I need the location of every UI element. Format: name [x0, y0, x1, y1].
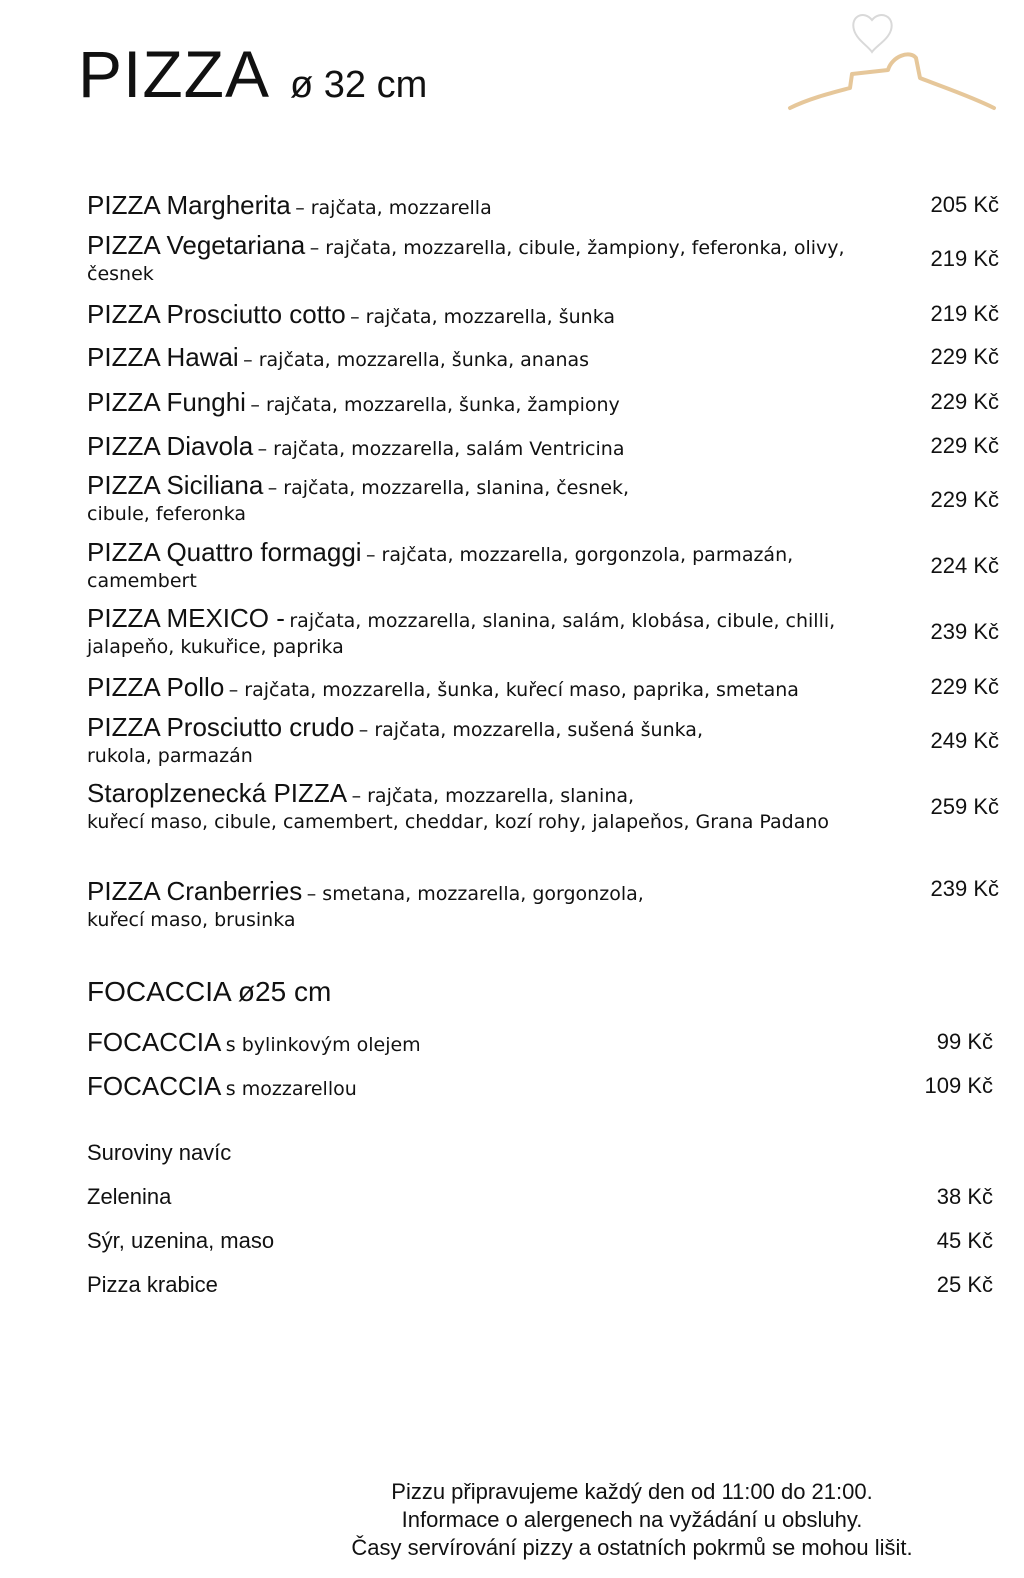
- item-description: – rajčata, mozzarella, sušená šunka,: [358, 719, 703, 741]
- item-name: Sýr, uzenina, maso: [87, 1228, 275, 1253]
- item-price: 205 Kč: [930, 192, 999, 217]
- item-description: – rajčata, mozzarella, šunka, ananas: [243, 349, 590, 371]
- item-name: PIZZA Prosciutto cotto: [87, 299, 346, 329]
- menu-item: [87, 299, 1001, 330]
- item-name: Staroplzenecká PIZZA: [87, 778, 348, 808]
- item-price: 229 Kč: [930, 389, 999, 414]
- item-description: s bylinkovým olejem: [225, 1034, 421, 1056]
- item-name: PIZZA Siciliana: [87, 470, 264, 500]
- item-price: 224 Kč: [930, 553, 999, 578]
- item-price: 109 Kč: [924, 1073, 993, 1098]
- heart-hanger-logo: [780, 6, 1002, 118]
- item-price: 229 Kč: [930, 487, 999, 512]
- item-description: – rajčata, mozzarella, cibule, žampiony, feferonka, olivy,: [309, 237, 845, 259]
- menu-item: [87, 537, 1001, 592]
- item-name: PIZZA Pollo: [87, 672, 225, 702]
- item-description-cont: cibule, feferonka: [87, 503, 247, 525]
- title-text: PIZZA: [78, 37, 271, 111]
- item-price: 219 Kč: [930, 246, 999, 271]
- menu-item: [87, 778, 1001, 833]
- item-description: – smetana, mozzarella, gorgonzola,: [306, 883, 644, 905]
- item-name: Zelenina: [87, 1184, 172, 1209]
- menu-item: [87, 603, 1001, 658]
- item-description-cont: česnek: [87, 263, 154, 285]
- item-price: 229 Kč: [930, 674, 999, 699]
- menu-item: [87, 712, 1001, 767]
- item-description: s mozzarellou: [225, 1078, 357, 1100]
- item-name: PIZZA Prosciutto crudo: [87, 712, 355, 742]
- footer-line: Časy servírování pizzy a ostatních pokrmů se mohou lišit.: [351, 1535, 913, 1560]
- item-name: PIZZA Diavola: [87, 431, 254, 461]
- item-description-cont: camembert: [87, 570, 197, 592]
- item-description: – rajčata, mozzarella: [295, 197, 492, 219]
- item-description: – rajčata, mozzarella, šunka, žampiony: [250, 394, 620, 416]
- item-description: rajčata, mozzarella, slanina, salám, klobása, cibule, chilli,: [289, 610, 836, 632]
- menu-item: [87, 876, 1001, 931]
- menu-item: [87, 1071, 1001, 1102]
- footer-note: [240, 1478, 1024, 1562]
- extras-item: [87, 1228, 1001, 1254]
- menu-item: [87, 387, 1001, 418]
- item-price: 229 Kč: [930, 344, 999, 369]
- item-price: 99 Kč: [936, 1029, 993, 1054]
- footer-line: Informace o alergenech na vyžádání u obsluhy.: [401, 1507, 863, 1532]
- item-name: PIZZA Quattro formaggi: [87, 537, 362, 567]
- menu-item: [87, 470, 1001, 525]
- item-price: 249 Kč: [930, 728, 999, 753]
- item-description-cont: rukola, parmazán: [87, 745, 253, 767]
- item-price: 38 Kč: [936, 1184, 993, 1209]
- footer-line: Pizzu připravujeme každý den od 11:00 do 21:00.: [391, 1479, 873, 1504]
- menu-item: [87, 230, 1001, 285]
- item-name: PIZZA Funghi: [87, 387, 246, 417]
- item-description: – rajčata, mozzarella, slanina,: [351, 785, 635, 807]
- item-name: PIZZA Hawai: [87, 342, 239, 372]
- title-size: ø 32 cm: [290, 64, 428, 106]
- item-description: – rajčata, mozzarella, slanina, česnek,: [267, 477, 630, 499]
- item-name: PIZZA MEXICO -: [87, 603, 285, 633]
- menu-item: [87, 431, 1001, 462]
- item-name: FOCACCIA: [87, 1071, 222, 1101]
- item-price: 229 Kč: [930, 433, 999, 458]
- item-description: – rajčata, mozzarella, šunka: [350, 306, 616, 328]
- item-name: PIZZA Cranberries: [87, 876, 303, 906]
- extras-heading: Suroviny navíc: [87, 1140, 232, 1165]
- item-name: FOCACCIA: [87, 1027, 222, 1057]
- item-price: 239 Kč: [930, 876, 999, 901]
- item-price: 45 Kč: [936, 1228, 993, 1253]
- item-name: Pizza krabice: [87, 1272, 218, 1297]
- item-description: – rajčata, mozzarella, šunka, kuřecí maso, paprika, smetana: [228, 679, 799, 701]
- item-name: PIZZA Vegetariana: [87, 230, 306, 260]
- item-price: 259 Kč: [930, 794, 999, 819]
- item-price: 219 Kč: [930, 301, 999, 326]
- item-price: 239 Kč: [930, 619, 999, 644]
- item-description: – rajčata, mozzarella, gorgonzola, parmazán,: [366, 544, 794, 566]
- menu-item: [87, 672, 1001, 703]
- item-description-cont: kuřecí maso, brusinka: [87, 909, 296, 931]
- menu-item: [87, 1027, 1001, 1058]
- item-description-cont: kuřecí maso, cibule, camembert, cheddar, kozí rohy, jalapeňos, Grana Padano: [87, 811, 830, 833]
- menu-item: [87, 190, 1001, 221]
- focaccia-heading: FOCACCIA ø25 cm: [87, 976, 332, 1007]
- item-description-cont: jalapeňo, kukuřice, paprika: [87, 636, 344, 658]
- item-description: – rajčata, mozzarella, salám Ventricina: [257, 438, 625, 460]
- item-name: PIZZA Margherita: [87, 190, 291, 220]
- page-title: [78, 36, 427, 112]
- menu-item: [87, 342, 1001, 373]
- extras-item: [87, 1272, 1001, 1298]
- extras-item: [87, 1184, 1001, 1210]
- item-price: 25 Kč: [936, 1272, 993, 1297]
